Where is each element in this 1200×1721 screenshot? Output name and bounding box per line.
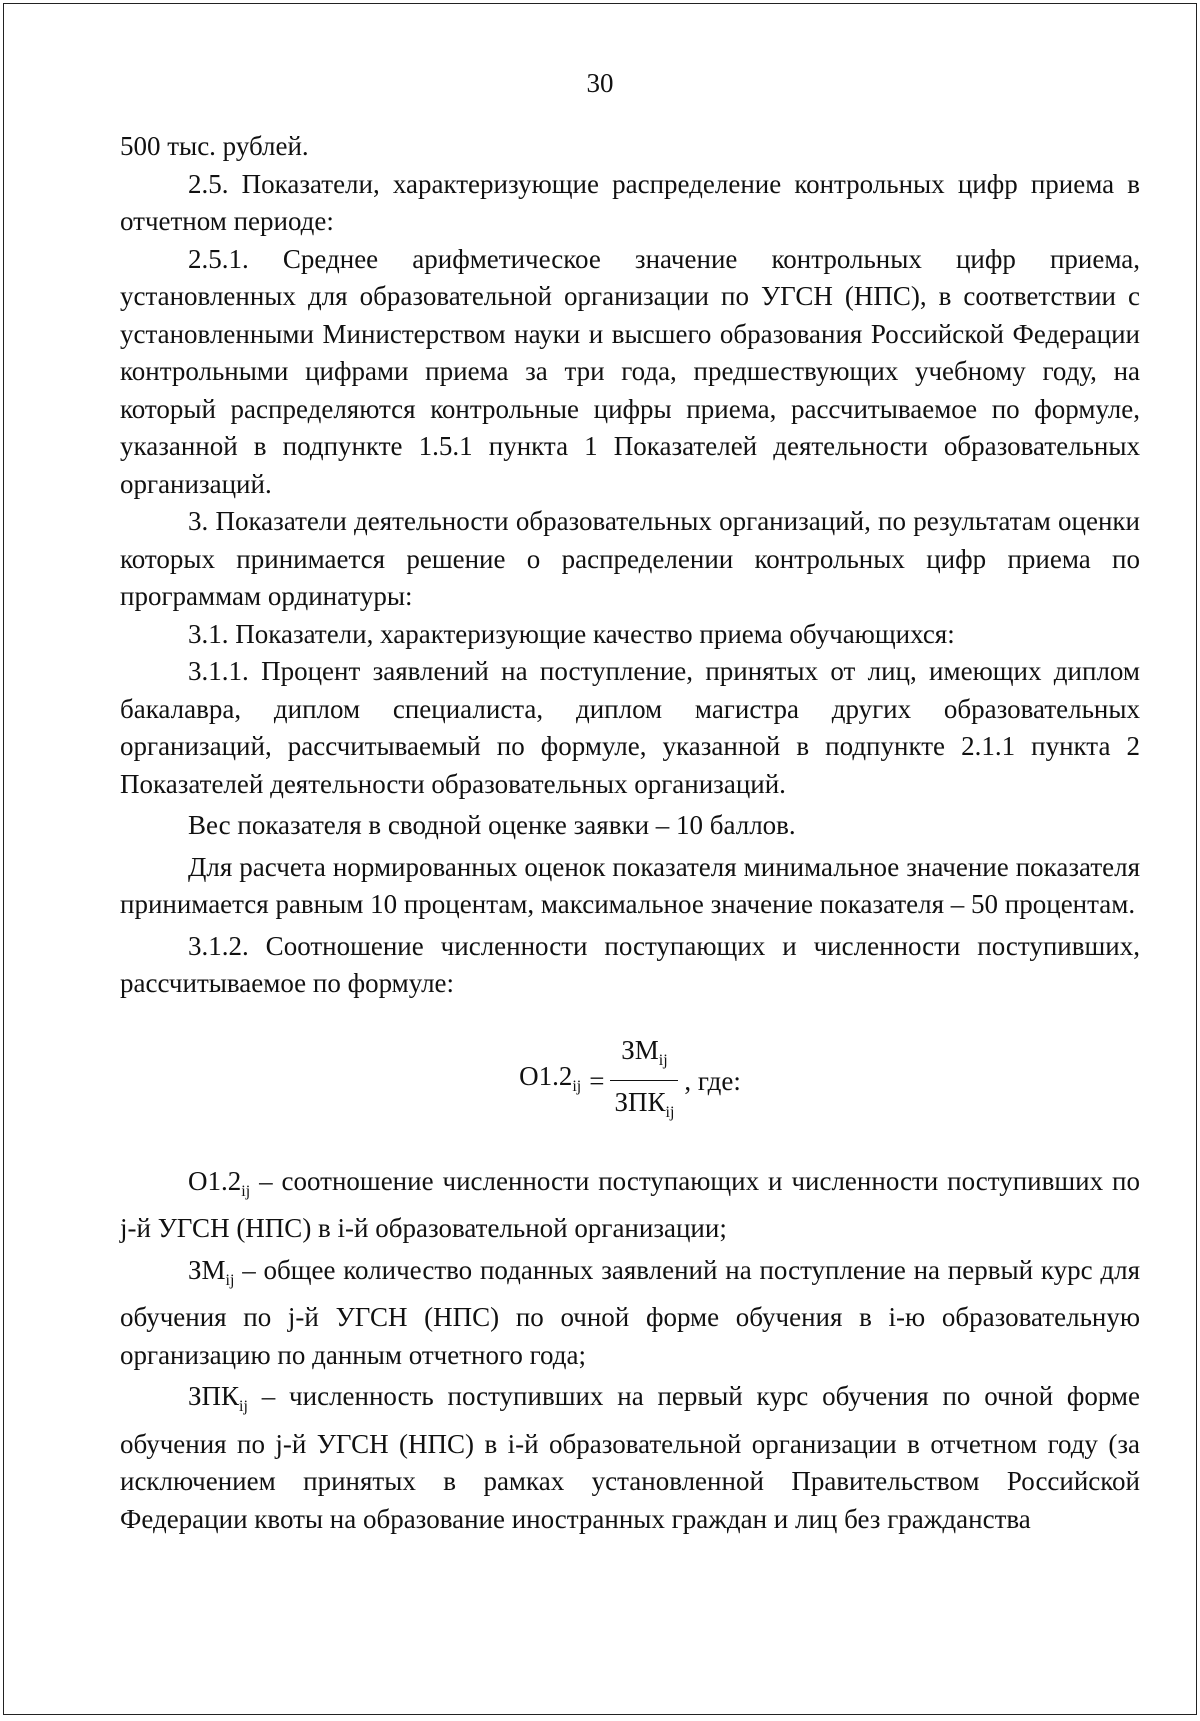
paragraph: 3. Показатели деятельности образовательных организаций, по результатам оценки которых принимается решение о распределении контрольных цифр приема по программам ординатуры: xyxy=(120,506,1140,611)
formula-equals: = xyxy=(589,1065,605,1096)
paragraph: 2.5. Показатели, характеризующие распределение контрольных цифр приема в отчетном периоде: xyxy=(120,168,1140,236)
definition-zm: $ЗМ_{ij}$ – общее количество поданных заявлений на поступление на первый курс для обучения по j-й УГСН (НПС) по очной форме обучения в i-ю образовательную организацию по данным отчетного года; xyxy=(120,1254,1140,1370)
paragraph: Вес показателя в сводной оценке заявки – 10 баллов. xyxy=(188,810,796,840)
document-body xyxy=(120,128,1140,1538)
paragraph: 3.1. Показатели, характеризующие качество приема обучающихся: xyxy=(188,618,955,649)
formula-denominator: $ЗПК_{ij}$ xyxy=(614,1087,675,1121)
paragraph: 3.1.2. Соотношение численности поступающих и численности поступивших, рассчитываемое по формуле: xyxy=(120,930,1140,998)
definition-zpk: $ЗПК_{ij}$ – численность поступивших на первый курс обучения по очной форме обучения по j-й УГСН (НПС) в i-й образовательной организации в отчетном году (за исключением принятых в рамках установленной Правительством Российской Федерации квоты на образование иностранных граждан и лиц без гражданства xyxy=(120,1381,1140,1534)
formula-lhs: $O1.2_{ij}$ xyxy=(519,1060,582,1095)
definition-o12: $O1.2_{ij}$ – соотношение численности поступающих и численности поступивших по j-й УГСН (НПС) в i-й образовательной организации; xyxy=(120,1165,1140,1243)
document-page xyxy=(3,3,1197,1715)
paragraph: 500 тыс. рублей. xyxy=(120,131,309,161)
paragraph: Для расчета нормированных оценок показателя минимальное значение показателя принимается равным 10 процентам, максимальное значение показателя – 50 процентам. xyxy=(120,851,1140,919)
paragraph: 2.5.1. Среднее арифметическое значение контрольных цифр приема, установленных для образовательной организации по УГСН (НПС), в соответствии с установленными Министерством науки и высшего образования Российской Федерации контрольными цифрами приема за три года, предшествующих учебному году, на который распределяются контрольные цифры приема, рассчитываемое по формуле, указанной в подпункте 1.5.1 пункта 1 Показателей деятельности образовательных организаций. xyxy=(120,243,1140,499)
paragraph: 3.1.1. Процент заявлений на поступление, принятых от лиц, имеющих диплом бакалавра, диплом специалиста, диплом магистра других образовательных организаций, рассчитываемый по формуле, указанной в подпункте 2.1.1 пункта 2 Показателей деятельности образовательных организаций. xyxy=(120,656,1140,799)
formula-suffix: , где: xyxy=(684,1065,741,1096)
formula xyxy=(120,1037,1140,1127)
formula-fraction xyxy=(610,1033,678,1130)
page-number: 30 xyxy=(586,68,614,98)
formula-numerator: $ЗМ_{ij}$ xyxy=(621,1035,668,1069)
